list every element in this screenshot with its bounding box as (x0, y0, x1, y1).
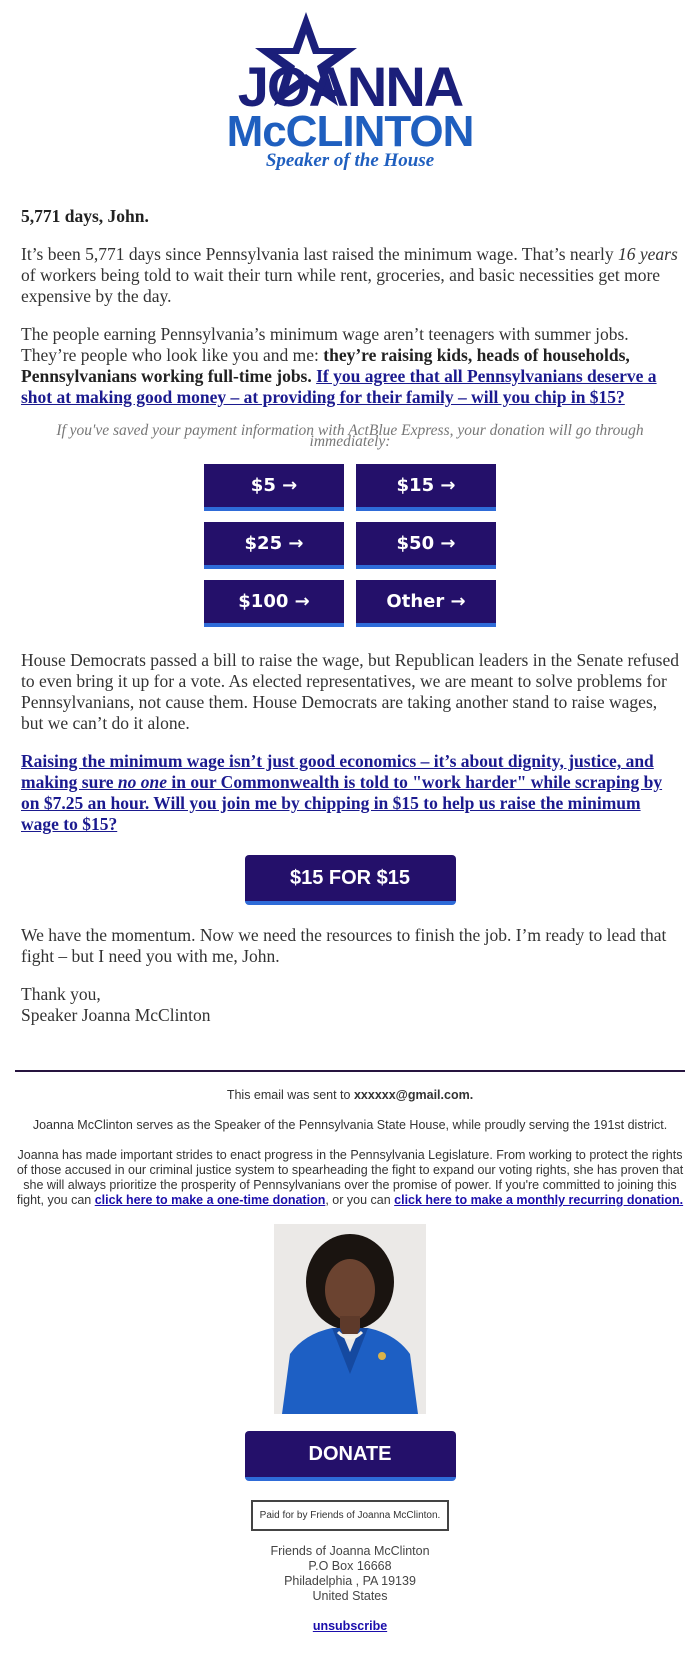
address-line-4: United States (312, 1589, 388, 1603)
strides-paragraph (16, 1148, 684, 1208)
sent-to-line (16, 1088, 684, 1103)
address-line-1: Friends of Joanna McClinton (270, 1544, 430, 1558)
donation-amount-grid (204, 464, 496, 627)
address-line-3: Philadelphia , PA 19139 (284, 1574, 416, 1588)
address-line-2: P.O Box 16668 (308, 1559, 392, 1573)
paragraph-1 (21, 244, 679, 307)
paragraph-4 (21, 751, 679, 835)
signoff (21, 984, 679, 1026)
donate-button[interactable]: DONATE (245, 1431, 456, 1481)
campaign-logo (0, 0, 700, 180)
candidate-photo (274, 1224, 426, 1414)
amount-button-5[interactable]: $5 → (204, 464, 344, 511)
amount-button-50[interactable]: $50 → (356, 522, 496, 569)
p2-bold: they’re raising kids, heads of households, Pennsylvanians working full-time jobs. (21, 345, 630, 386)
bio-line: Joanna McClinton serves as the Speaker of the Pennsylvania State House, while proudly serving the 191st district. (32, 1118, 668, 1132)
email-body (0, 206, 700, 1026)
actblue-express-note: If you've saved your payment information with ActBlue Express, your donation will go through immediately: (56, 422, 644, 450)
logo-graphic (0, 0, 700, 180)
p1-text-a: It’s been 5,771 days since Pennsylvania last raised the minimum wage. That’s nearly (21, 244, 618, 264)
one-time-donation-link[interactable]: click here to make a one-time donation (94, 1193, 326, 1207)
donate-link-raise-wage[interactable] (21, 751, 662, 834)
logo-line1: JOANNA (237, 55, 463, 118)
signoff-name: Speaker Joanna McClinton (21, 1005, 211, 1025)
paragraph-2 (21, 324, 679, 408)
logo-tagline: Speaker of the House (265, 150, 435, 171)
signoff-thanks: Thank you, (21, 984, 101, 1004)
p2-text: The people earning Pennsylvania’s minimum wage aren’t teenagers with summer jobs. They’re people who look like you and me: (21, 324, 629, 365)
sent-to-email: xxxxxx@gmail.com. (353, 1088, 474, 1102)
p4-text-b: in our Commonwealth is told to "work harder" while scraping by on $7.25 an hour. Will you join me by chipping in $15 to help us raise the minimum wage to $15? (21, 772, 663, 834)
footer-divider (15, 1070, 685, 1072)
amount-button-100[interactable]: $100 → (204, 580, 344, 627)
sent-to-prefix: This email was sent to (226, 1088, 354, 1102)
email-footer (0, 1088, 700, 1634)
cta-15-for-15-button[interactable]: $15 FOR $15 (245, 855, 456, 905)
strides-text: Joanna has made important strides to enact progress in the Pennsylvania Legislature. From working to protect the rights of those accused in our criminal justice system to spearheading the fight to expand our voting rights, she has proven that she will always prioritize the prosperity of Pennsylvanians over the promise of power. If you're committed to joining this fight, you can (16, 1148, 684, 1207)
monthly-donation-link[interactable]: click here to make a monthly recurring donation. (394, 1193, 684, 1207)
greeting: 5,771 days, John. (21, 206, 149, 226)
logo-line2: McCLINTON (226, 107, 474, 156)
mailing-address (16, 1544, 684, 1604)
strides-mid: , or you can (325, 1193, 395, 1207)
p4-emphasis: no one (117, 772, 168, 792)
p1-emphasis: 16 years (617, 244, 678, 264)
amount-button-15[interactable]: $15 → (356, 464, 496, 511)
paragraph-3: House Democrats passed a bill to raise the wage, but Republican leaders in the Senate refused to even bring it up for a vote. As elected representatives, we are meant to solve problems for Pennsylvanians, not cause them. House Democrats are taking another stand to raise wages, but we can’t do it alone. (21, 650, 679, 733)
candidate-portrait-graphic (274, 1224, 426, 1414)
paid-for-box: Paid for by Friends of Joanna McClinton. (251, 1500, 450, 1531)
paragraph-5: We have the momentum. Now we need the resources to finish the job. I’m ready to lead that fight – but I need you with me, John. (21, 925, 667, 966)
p1-text-b: of workers being told to wait their turn while rent, groceries, and basic necessities get more expensive by the day. (21, 265, 661, 306)
amount-button-25[interactable]: $25 → (204, 522, 344, 569)
donate-link-15[interactable]: If you agree that all Pennsylvanians deserve a shot at making good money – at providing for their family – will you chip in $15? (21, 366, 657, 407)
p4-text-a: Raising the minimum wage isn’t just good economics – it’s about dignity, justice, and making sure (21, 751, 654, 792)
amount-button-other[interactable]: Other → (356, 580, 496, 627)
unsubscribe-link[interactable]: unsubscribe (312, 1619, 388, 1633)
